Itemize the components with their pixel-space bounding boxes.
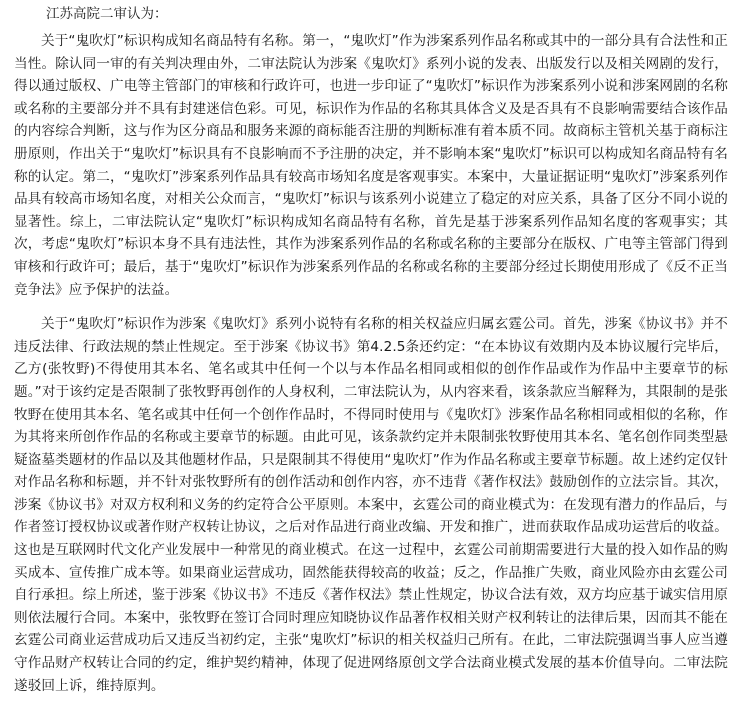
section-heading: 江苏高院二审认为： [46,6,168,22]
paragraph-rights-ownership: 关于“鬼吹灯”标识作为涉案《鬼吹灯》系列小说特有名称的相关权益应归属玄霆公司。首先，涉案《协议书》并不违反法律、行政法规的禁止性规定。至于涉案《协议书》第4.2.5条还约定：“在本协议有效期内及本协议履行完毕后，乙方(张牧野)不得使用其本名、笔名或其中任何一个以与本作品名相同或相似的创作作品或作为作品中主要章节的标题。”对于该约定是否限制了张牧野再创作的人身权利，二审法院认为，从内容来看，该条款应当解释为，其限制的是张牧野在使用其本名、笔名或其中任何一个创作作品时，不得同时使用与《鬼吹灯》涉案作品名称相同或相似的名称，作为其将来所创作作品的名称或主要章节的标题。由此可见，该条款约定并未限制张牧野使用其本名、笔名创作同类型悬疑盗墓类题材的作品以及其他题材作品，只是限制其不得使用“鬼吹灯”作为作品名称或主要章节标题。故上述约定仅针对作品名称和标题，并不针对张牧野所有的创作活动和创作内容，亦不违背《著作权法》鼓励创作的立法宗旨。其次，涉案《协议书》对双方权利和义务的约定符合公平原则。本案中，玄霆公司的商业模式为：在发现有潜力的作品后，与作者签订授权协议或著作财产权转让协议，之后对作品进行商业改编、开发和推广，进而获取作品成功运营后的收益。这也是互联网时代文化产业发展中一种常见的商业模式。在这一过程中，玄霆公司前期需要进行大量的投入如作品的购买成本、宣传推广成本等。如果商业运营成功，固然能获得较高的收益；反之，作品推广失败，商业风险亦由玄霆公司自行承担。综上所述，鉴于涉案《协议书》不违反《著作权法》禁止性规定，协议合法有效，双方均应基于诚实信用原则依法履行合同。本案中，张牧野在签订合同时理应知晓协议作品著作权相关财产权利转让的法律后果，因而其不能在玄霆公司商业运营成功后又违反当初约定，主张“鬼吹灯”标识的相关权益归己所有。在此，二审法院强调当事人应当遵守作品财产权转让合同的约定，维护契约精神，体现了促进网络原创文学合法商业模式发展的基本价值导向。二审法院遂驳回上诉，维持原判。 [14,316,728,694]
paragraph-trademark-recognition: 关于“鬼吹灯”标识构成知名商品特有名称。第一，“鬼吹灯”作为涉案系列作品名称或其中的一部分具有合法性和正当性。除认同一审的有关判决理由外，二审法院认为涉案《鬼吹灯》系列小说的发表、出版发行以及相关网剧的发行，得以通过版权、广电等主管部门的审核和行政许可，也进一步印证了“鬼吹灯”标识作为涉案系列小说和涉案网剧的名称或名称的主要部分并不具有封建迷信色彩。可见，标识作为作品的名称其具体含义及是否具有不良影响需要结合该作品的内容综合判断，这与作为区分商品和服务来源的商标能否注册的判断标准有着本质不同。故商标主管机关基于商标注册原则，作出关于“鬼吹灯”标识具有不良影响而不予注册的决定，并不影响本案“鬼吹灯”标识可以构成知名商品特有名称的认定。第二，“鬼吹灯”涉案系列作品具有较高市场知名度是客观事实。本案中，大量证据证明“鬼吹灯”涉案系列作品具有较高市场知名度，对相关公众而言，“鬼吹灯”标识与该系列小说建立了稳定的对应关系，具备了区分不同小说的显著性。综上，二审法院认定“鬼吹灯”标识构成知名商品特有名称，首先是基于涉案系列作品知名度的客观事实；其次，考虑“鬼吹灯”标识本身不具有违法性，其作为涉案系列作品的名称或名称的主要部分在版权、广电等主管部门得到审核和行政许可；最后，基于“鬼吹灯”标识作为涉案系列作品的名称或名称的主要部分经过长期使用形成了《反不正当竞争法》应予保护的法益。 [14,33,728,298]
